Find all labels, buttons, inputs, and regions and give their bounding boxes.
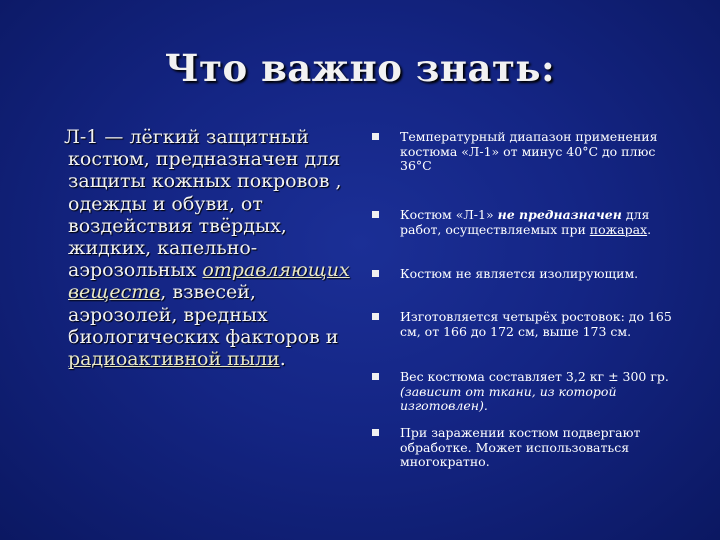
slide-title: Что важно знать: [164,46,556,90]
weight-note: (зависит от ткани, из которой изготовлен). [400,383,617,413]
list-item [372,310,672,339]
description-text-3: . [279,348,286,371]
fires-link[interactable]: пожарах [589,221,648,237]
list-item [372,426,672,470]
list-item-text: При заражении костюм подвергают обработке. Может использоваться многократно. [400,425,641,469]
list-item-text: Изготовляется четырёх ростовок: до 165 см, от 166 до 172 см, выше 173 см. [400,309,672,339]
square-bullet-icon [372,373,379,380]
list-item [372,208,672,237]
list-item-text-part: для работ, осуществляемых при [400,207,650,237]
square-bullet-icon [372,133,379,140]
description-text-2: , взвесей, аэрозолей, вредных биологических факторов и [68,281,339,348]
toxic-substances-link[interactable]: отравляющих веществ [68,259,350,304]
not-intended-emphasis: не предназначен [497,207,622,222]
square-bullet-icon [372,211,379,218]
radioactive-dust-link[interactable]: радиоактивной пыли [68,348,280,371]
left-text-block [64,126,350,371]
list-item [372,267,672,282]
list-item-text-part: . [647,221,652,237]
description-text-1: Л-1 — лёгкий защитный костюм, предназначен для защиты кожных покровов , одежды и обуви, от воздействия твёрдых, жидких, капельно-аэрозольных [64,126,342,282]
list-item-text: Костюм не является изолирующим. [400,266,639,281]
list-item-text-part: Вес костюма составляет 3,2 кг ± 300 гр. [400,369,669,384]
list-item-text-part: Костюм «Л-1» [400,207,498,222]
list-item [372,370,672,414]
square-bullet-icon [372,429,379,436]
square-bullet-icon [372,270,379,277]
list-item-text [400,208,672,237]
square-bullet-icon [372,313,379,320]
list-item-text: Температурный диапазон применения костюма «Л-1» от минус 40°С до плюс 36°С [400,129,658,173]
list-item [372,130,672,174]
list-item-text [400,370,672,414]
